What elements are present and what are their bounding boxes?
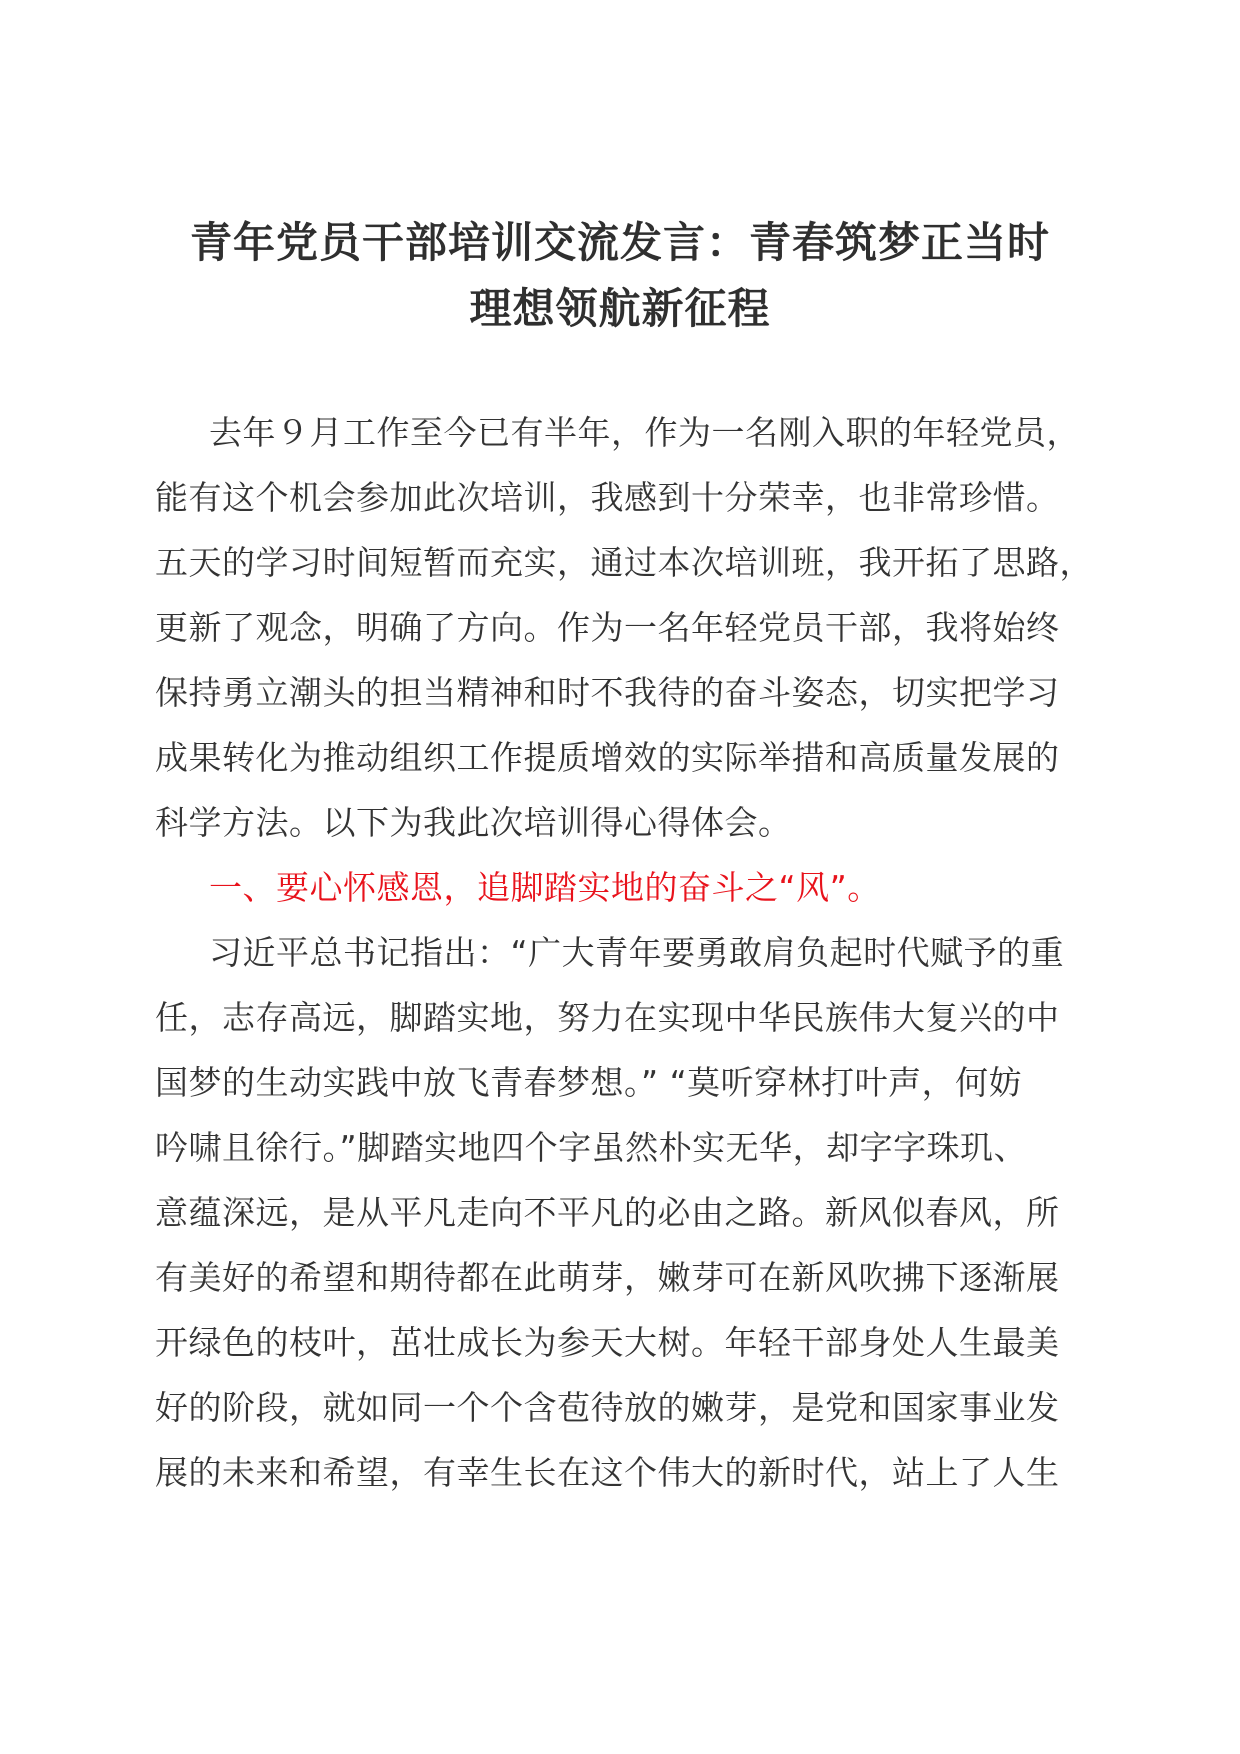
paragraph-line: 任，志存高远，脚踏实地，努力在实现中华民族伟大复兴的中: [155, 998, 1060, 1037]
paragraph-line: 成果转化为推动组织工作提质增效的实际举措和高质量发展的: [155, 738, 1060, 777]
paragraph-line: 保持勇立潮头的担当精神和时不我待的奋斗姿态，切实把学习: [155, 673, 1060, 712]
title-line-2: 理想领航新征程: [469, 284, 771, 333]
paragraph-line: 科学方法。以下为我此次培训得心得体会。: [155, 803, 792, 842]
paragraph-line: 五天的学习时间短暂而充实，通过本次培训班，我开拓了思路，: [155, 543, 1093, 582]
paragraph-line: 更新了观念，明确了方向。作为一名年轻党员干部，我将始终: [155, 608, 1060, 647]
document-body: [155, 400, 1093, 1505]
paragraph-line: 吟啸且徐行。”脚踏实地四个字虽然朴实无华，却字字珠玑、: [155, 1128, 1028, 1167]
paragraph-line: 去年９月工作至今已有半年，作为一名刚入职的年轻党员，: [209, 413, 1080, 452]
paragraph-line: 能有这个机会参加此次培训，我感到十分荣幸，也非常珍惜。: [155, 478, 1060, 517]
paragraph-line: 展的未来和希望，有幸生长在这个伟大的新时代，站上了人生: [155, 1453, 1060, 1492]
paragraph-line: 习近平总书记指出：“广大青年要勇敢肩负起时代赋予的重: [209, 933, 1065, 972]
paragraph-line: 国梦的生动实践中放飞青春梦想。” “莫听穿林打叶声，何妨: [155, 1063, 1023, 1102]
document-title: [140, 210, 1100, 342]
title-line-1: 青年党员干部培训交流发言：青春筑梦正当时: [189, 218, 1050, 267]
paragraph-line: 好的阶段，就如同一个个含苞待放的嫩芽，是党和国家事业发: [155, 1388, 1060, 1427]
section-heading: 一、要心怀感恩，追脚踏实地的奋斗之“风”。: [209, 868, 881, 907]
paragraph-line: 开绿色的枝叶，茁壮成长为参天大树。年轻干部身处人生最美: [155, 1323, 1060, 1362]
paragraph-line: 有美好的希望和期待都在此萌芽，嫩芽可在新风吹拂下逐渐展: [155, 1258, 1060, 1297]
paragraph-line: 意蕴深远，是从平凡走向不平凡的必由之路。新风似春风，所: [155, 1193, 1060, 1232]
